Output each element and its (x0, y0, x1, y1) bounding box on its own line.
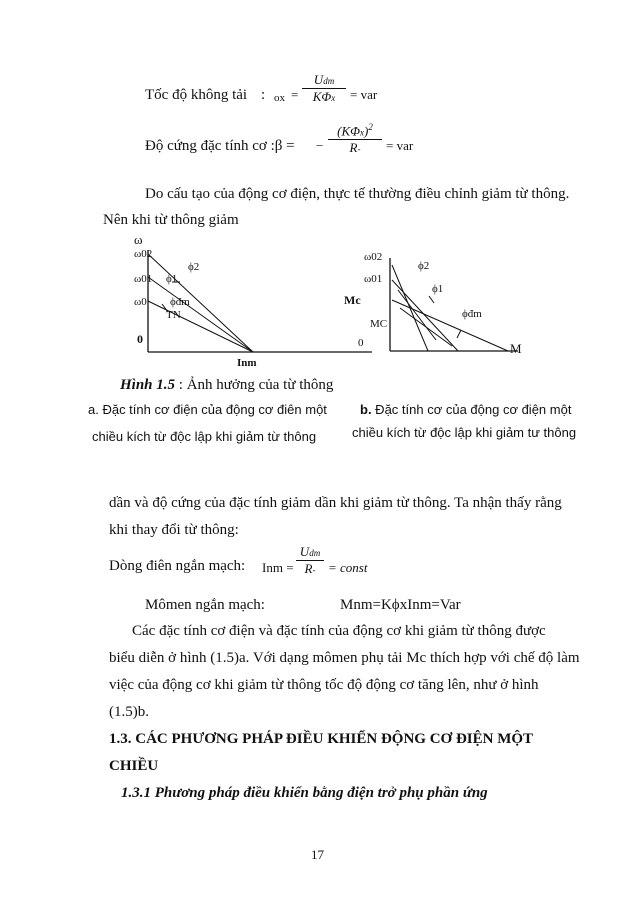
right-mc-line-label: MC (370, 318, 388, 330)
right-marker-phidm (457, 330, 461, 338)
left-line-phi1 (148, 277, 253, 352)
para1-line2: Nên khi từ thông giảm (103, 212, 239, 228)
figure-right-mechanical (340, 240, 540, 365)
stiffness-formula-numerator: $(K\Phi x)^2$ (337, 122, 373, 139)
left-w0-label: ω0 (134, 296, 147, 308)
caption-b-text: Đặc tính cơ của động cơ điện một (371, 402, 572, 417)
left-phi1-label: ϕ1 (166, 273, 178, 285)
stiffness-formula-denominator: R- (349, 140, 361, 156)
para3-line2: biểu diễn ở hình (1.5)a. Với dạng mômen phụ tải Mc thích hợp với chế độ làm (109, 650, 580, 666)
right-phi2-label: ϕ2 (418, 260, 430, 272)
current-formula-rhs: = const (328, 560, 368, 575)
stiffness-formula-rhs: = var (386, 138, 414, 153)
right-m-label: M (510, 341, 522, 356)
right-line-phi1 (392, 280, 458, 351)
left-line-phidm (148, 301, 253, 352)
current-formula-numerator: Udm (299, 544, 321, 559)
current-formula-lhs: Inm = (262, 560, 294, 575)
caption-b-line2: chiều kích từ độc lập khi giảm tư thông (352, 425, 577, 440)
para2-line2: khi thay đổi từ thông: (109, 522, 239, 538)
figure-caption (120, 377, 333, 394)
current-formula-label: Dòng điên ngắn mạch: (109, 558, 246, 574)
torque-formula-label: Mômen ngắn mạch: (145, 597, 265, 613)
right-phi1-label: ϕ1 (432, 283, 444, 295)
speed-formula-lhs: ox (274, 92, 285, 104)
caption-a-line2: chiều kích từ độc lập khi giảm từ thông (92, 429, 317, 444)
right-w02-label: ω02 (364, 251, 383, 263)
left-phidm-label: ϕđm (170, 296, 190, 308)
speed-formula-fraction (302, 72, 346, 105)
para3-line1: Các đặc tính cơ điện và đặc tính của động cơ khi giảm từ thông được (132, 623, 546, 639)
caption-b-line1 (360, 402, 571, 417)
speed-formula-numerator: Udm (313, 72, 335, 87)
subsection-heading: 1.3.1 Phương pháp điều khiển bằng điện trở phụ phần ứng (121, 785, 488, 801)
caption-a-line1: a. Đặc tính cơ điện của động cơ điên một (88, 402, 327, 417)
caption-b-label: b. (360, 402, 372, 417)
para3-line3: việc của động cơ khi giảm từ thông tốc độ động cơ tăng lên, như ở hình (109, 677, 539, 693)
stiffness-formula-minus: − (316, 138, 324, 153)
section-heading-line2: CHIỀU (109, 758, 159, 774)
speed-formula-label: Tốc độ không tải (145, 87, 248, 103)
right-load-curve-2 (400, 308, 452, 346)
para3-line4: (1.5)b. (109, 704, 149, 720)
left-w02-label: ω02 (134, 248, 153, 260)
left-phi2-label: ϕ2 (188, 261, 200, 273)
current-formula-denominator: R- (304, 561, 316, 576)
current-formula-fraction (296, 544, 324, 577)
right-marker-phi1 (429, 296, 434, 303)
para1-line1: Do cấu tạo của động cơ điện, thực tế thường điều chỉnh giảm từ thông. (145, 186, 570, 202)
right-mc-axis-label: Mc (344, 293, 361, 307)
figure-caption-text: : Ảnh hưởng của từ thông (175, 377, 334, 393)
left-line-phi2 (148, 254, 253, 352)
speed-formula-colon: : (261, 87, 266, 103)
left-omega-label: ω (134, 232, 143, 247)
stiffness-formula-label: Độ cứng đặc tính cơ :β = (145, 138, 295, 154)
left-inm-label: Inm (237, 357, 257, 367)
page-number: 17 (311, 847, 324, 862)
speed-formula-rhs: = var (350, 87, 378, 102)
right-line-phidm (392, 300, 508, 351)
speed-formula-denominator: KΦx (312, 89, 336, 104)
torque-formula-expr: Mnm=KϕxInm=Var (340, 597, 461, 613)
stiffness-formula-fraction (328, 122, 382, 156)
figure-caption-label: Hình 1.5 (120, 377, 176, 393)
left-zero-label: 0 (137, 332, 143, 346)
speed-formula-eq: = (291, 87, 299, 102)
right-phidm-label: ϕđm (462, 308, 482, 320)
right-zero-label: 0 (358, 337, 364, 349)
section-heading-line1: 1.3. CÁC PHƯƠNG PHÁP ĐIỀU KHIỂN ĐỘNG CƠ ĐIỆN MỘT (109, 731, 534, 747)
right-w01-label: ω01 (364, 273, 383, 285)
left-tn-label: TN (166, 309, 181, 321)
para2-line1: dần và độ cứng của đặc tính giảm dần khi giảm từ thông. Ta nhận thấy rằng (109, 495, 562, 511)
left-w01-label: ω01 (134, 273, 153, 285)
